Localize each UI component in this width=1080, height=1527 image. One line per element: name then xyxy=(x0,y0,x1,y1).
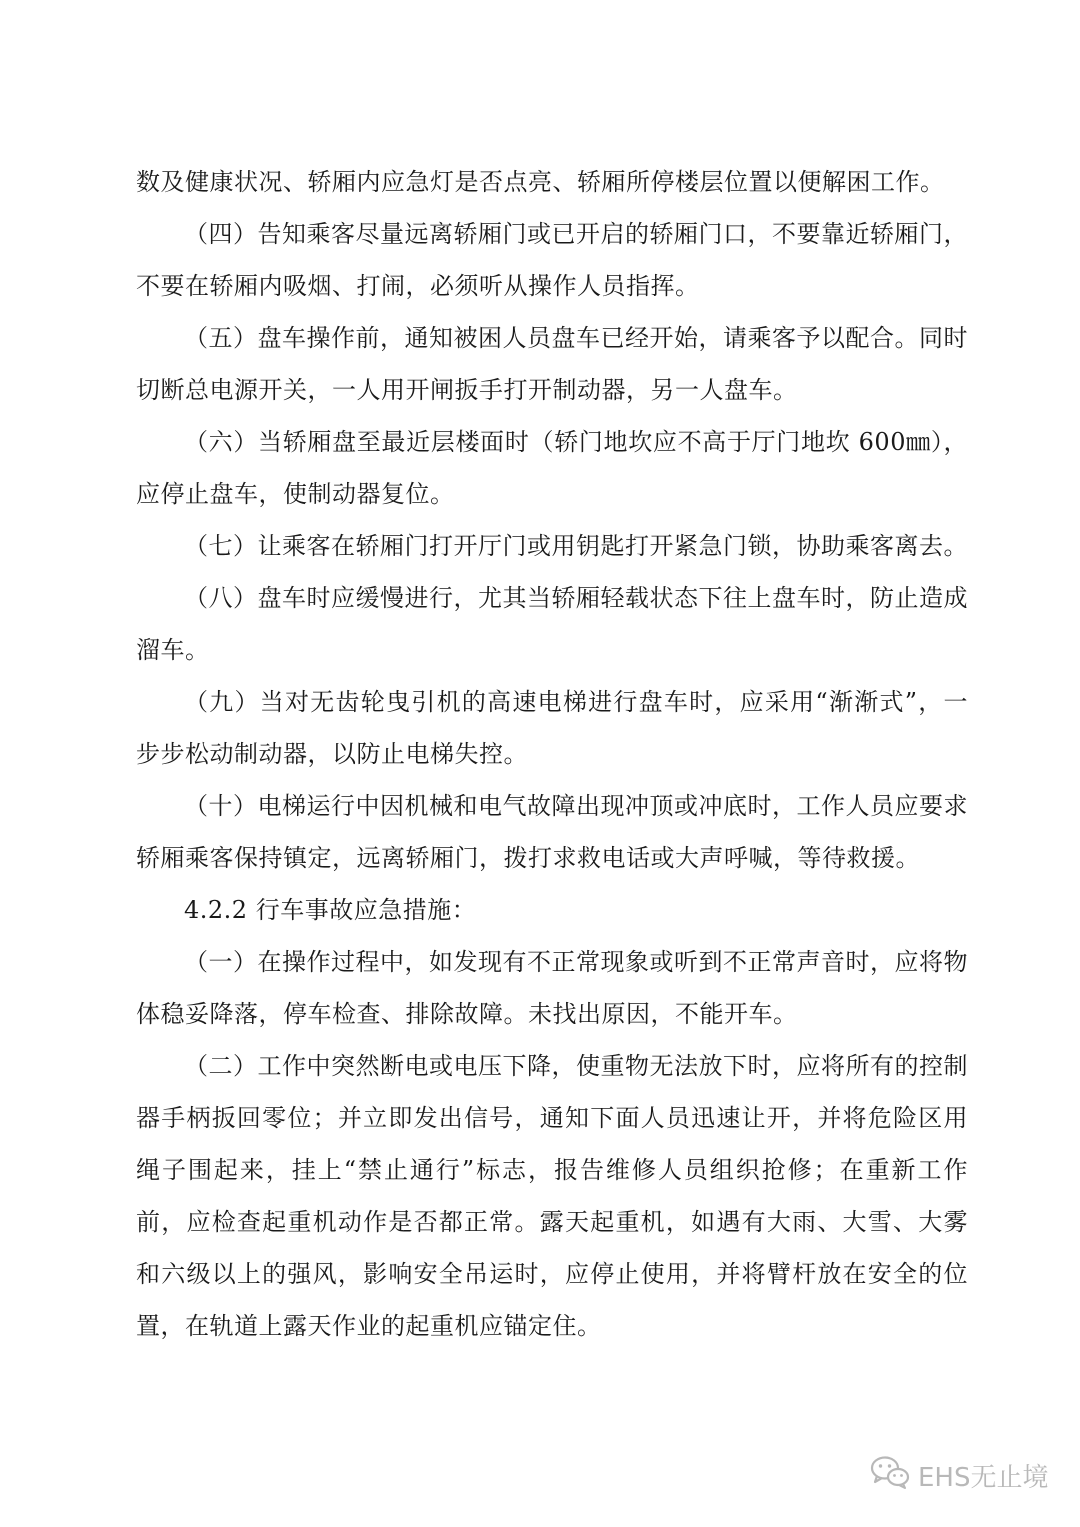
paragraph-1: 数及健康状况、轿厢内应急灯是否点亮、轿厢所停楼层位置以便解困工作。 xyxy=(136,168,945,196)
paragraph-10: （二）工作中突然断电或电压下降，使重物无法放下时，应将所有的控制器手柄扳回零位；并立即发出信号，通知下面人员迅速让开，并将危险区用绳子围起来，挂上“禁止通行”标志，报告维修人员组织抢修；在重新工作前，应检查起重机动作是否都正常。露天起重机，如遇有大雨、大雪、大雾和六级以上的强风，影响安全吊运时，应停止使用，并将臂杆放在安全的位置，在轨道上露天作业的起重机应锚定住。 xyxy=(136,1052,968,1340)
watermark-text: EHS无止境 xyxy=(918,1462,1049,1493)
paragraph-9: （一）在操作过程中，如发现有不正常现象或听到不正常声音时，应将物体稳妥降落，停车检查、排除故障。未找出原因，不能开车。 xyxy=(136,948,968,1028)
paragraph-2: （四）告知乘客尽量远离轿厢门或已开启的轿厢门口，不要靠近轿厢门，不要在轿厢内吸烟、打闹，必须听从操作人员指挥。 xyxy=(136,220,968,300)
paragraph-8: （十）电梯运行中因机械和电气故障出现冲顶或冲底时，工作人员应要求轿厢乘客保持镇定，远离轿厢门，拨打求救电话或大声呼喊，等待救援。 xyxy=(136,792,968,872)
watermark xyxy=(870,1455,1048,1495)
paragraph-6: （八）盘车时应缓慢进行，尤其当轿厢轻载状态下往上盘车时，防止造成溜车。 xyxy=(136,584,968,664)
section-heading-4-2-2: 4.2.2 行车事故应急措施： xyxy=(184,896,477,924)
paragraph-5: （七）让乘客在轿厢门打开厅门或用钥匙打开紧急门锁，协助乘客离去。 xyxy=(184,532,968,560)
paragraph-7: （九）当对无齿轮曳引机的高速电梯进行盘车时，应采用“渐渐式”，一步步松动制动器，以防止电梯失控。 xyxy=(136,688,968,768)
wechat-icon xyxy=(870,1455,910,1496)
document-page xyxy=(136,156,968,1352)
paragraph-3: （五）盘车操作前，通知被困人员盘车已经开始，请乘客予以配合。同时切断总电源开关，一人用开闸扳手打开制动器，另一人盘车。 xyxy=(136,324,968,404)
paragraph-4: （六）当轿厢盘至最近层楼面时（轿门地坎应不高于厅门地坎 600㎜），应停止盘车，使制动器复位。 xyxy=(136,428,968,508)
